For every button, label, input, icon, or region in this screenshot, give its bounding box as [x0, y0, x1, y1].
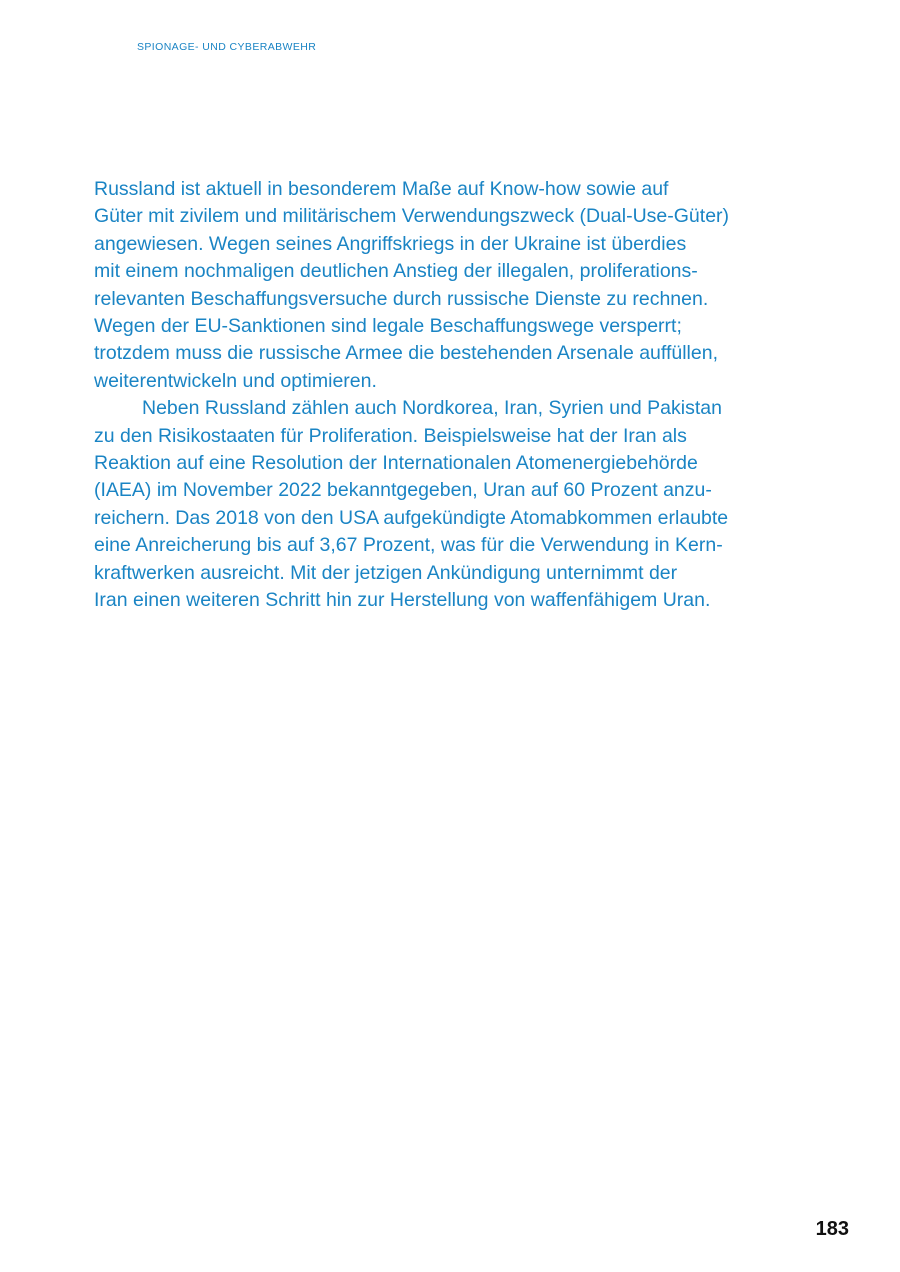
paragraph-2-line-3: Reaktion auf eine Resolution der Internationalen Atomenergiebehörde: [94, 452, 698, 475]
body-text: [94, 176, 834, 615]
paragraph-2-line-2: zu den Risikostaaten für Proliferation. Beispielsweise hat der Iran als: [94, 424, 687, 447]
paragraph-2-line-5: reichern. Das 2018 von den USA aufgekündigte Atomabkommen erlaubte: [94, 506, 729, 529]
paragraph-1-line-6: Wegen der EU-Sanktionen sind legale Beschaffungswege versperrt;: [94, 315, 682, 338]
page-number: 183: [815, 1218, 849, 1240]
paragraph-1-line-4: mit einem nochmaligen deutlichen Anstieg der illegalen, proliferations-: [94, 260, 698, 283]
paragraph-2-line-6: eine Anreicherung bis auf 3,67 Prozent, was für die Verwendung in Kern-: [94, 534, 723, 557]
paragraph-2-line-7: kraftwerken ausreicht. Mit der jetzigen Ankündigung unternimmt der: [94, 561, 678, 584]
paragraph-2-line-8: Iran einen weiteren Schritt hin zur Herstellung von waffenfähigem Uran.: [94, 589, 711, 612]
running-header: SPIONAGE- UND CYBERABWEHR: [137, 41, 317, 53]
paragraph-1-line-8: weiterentwickeln und optimieren.: [94, 369, 377, 392]
paragraph-1-line-2: Güter mit zivilem und militärischem Verwendungszweck (Dual-Use-Güter): [94, 205, 730, 228]
paragraph-2-line-4: (IAEA) im November 2022 bekanntgegeben, Uran auf 60 Prozent anzu-: [94, 479, 712, 502]
paragraph-1-line-3: angewiesen. Wegen seines Angriffskriegs in der Ukraine ist überdies: [94, 232, 687, 255]
paragraph-1-line-5: relevanten Beschaffungsversuche durch russische Dienste zu rechnen.: [94, 287, 709, 310]
paragraph-1-line-7: trotzdem muss die russische Armee die bestehenden Arsenale auffüllen,: [94, 342, 718, 365]
paragraph-2-line-1: Neben Russland zählen auch Nordkorea, Iran, Syrien und Pakistan: [142, 397, 722, 420]
paragraph-1-line-1: Russland ist aktuell in besonderem Maße auf Know-how sowie auf: [94, 178, 669, 200]
